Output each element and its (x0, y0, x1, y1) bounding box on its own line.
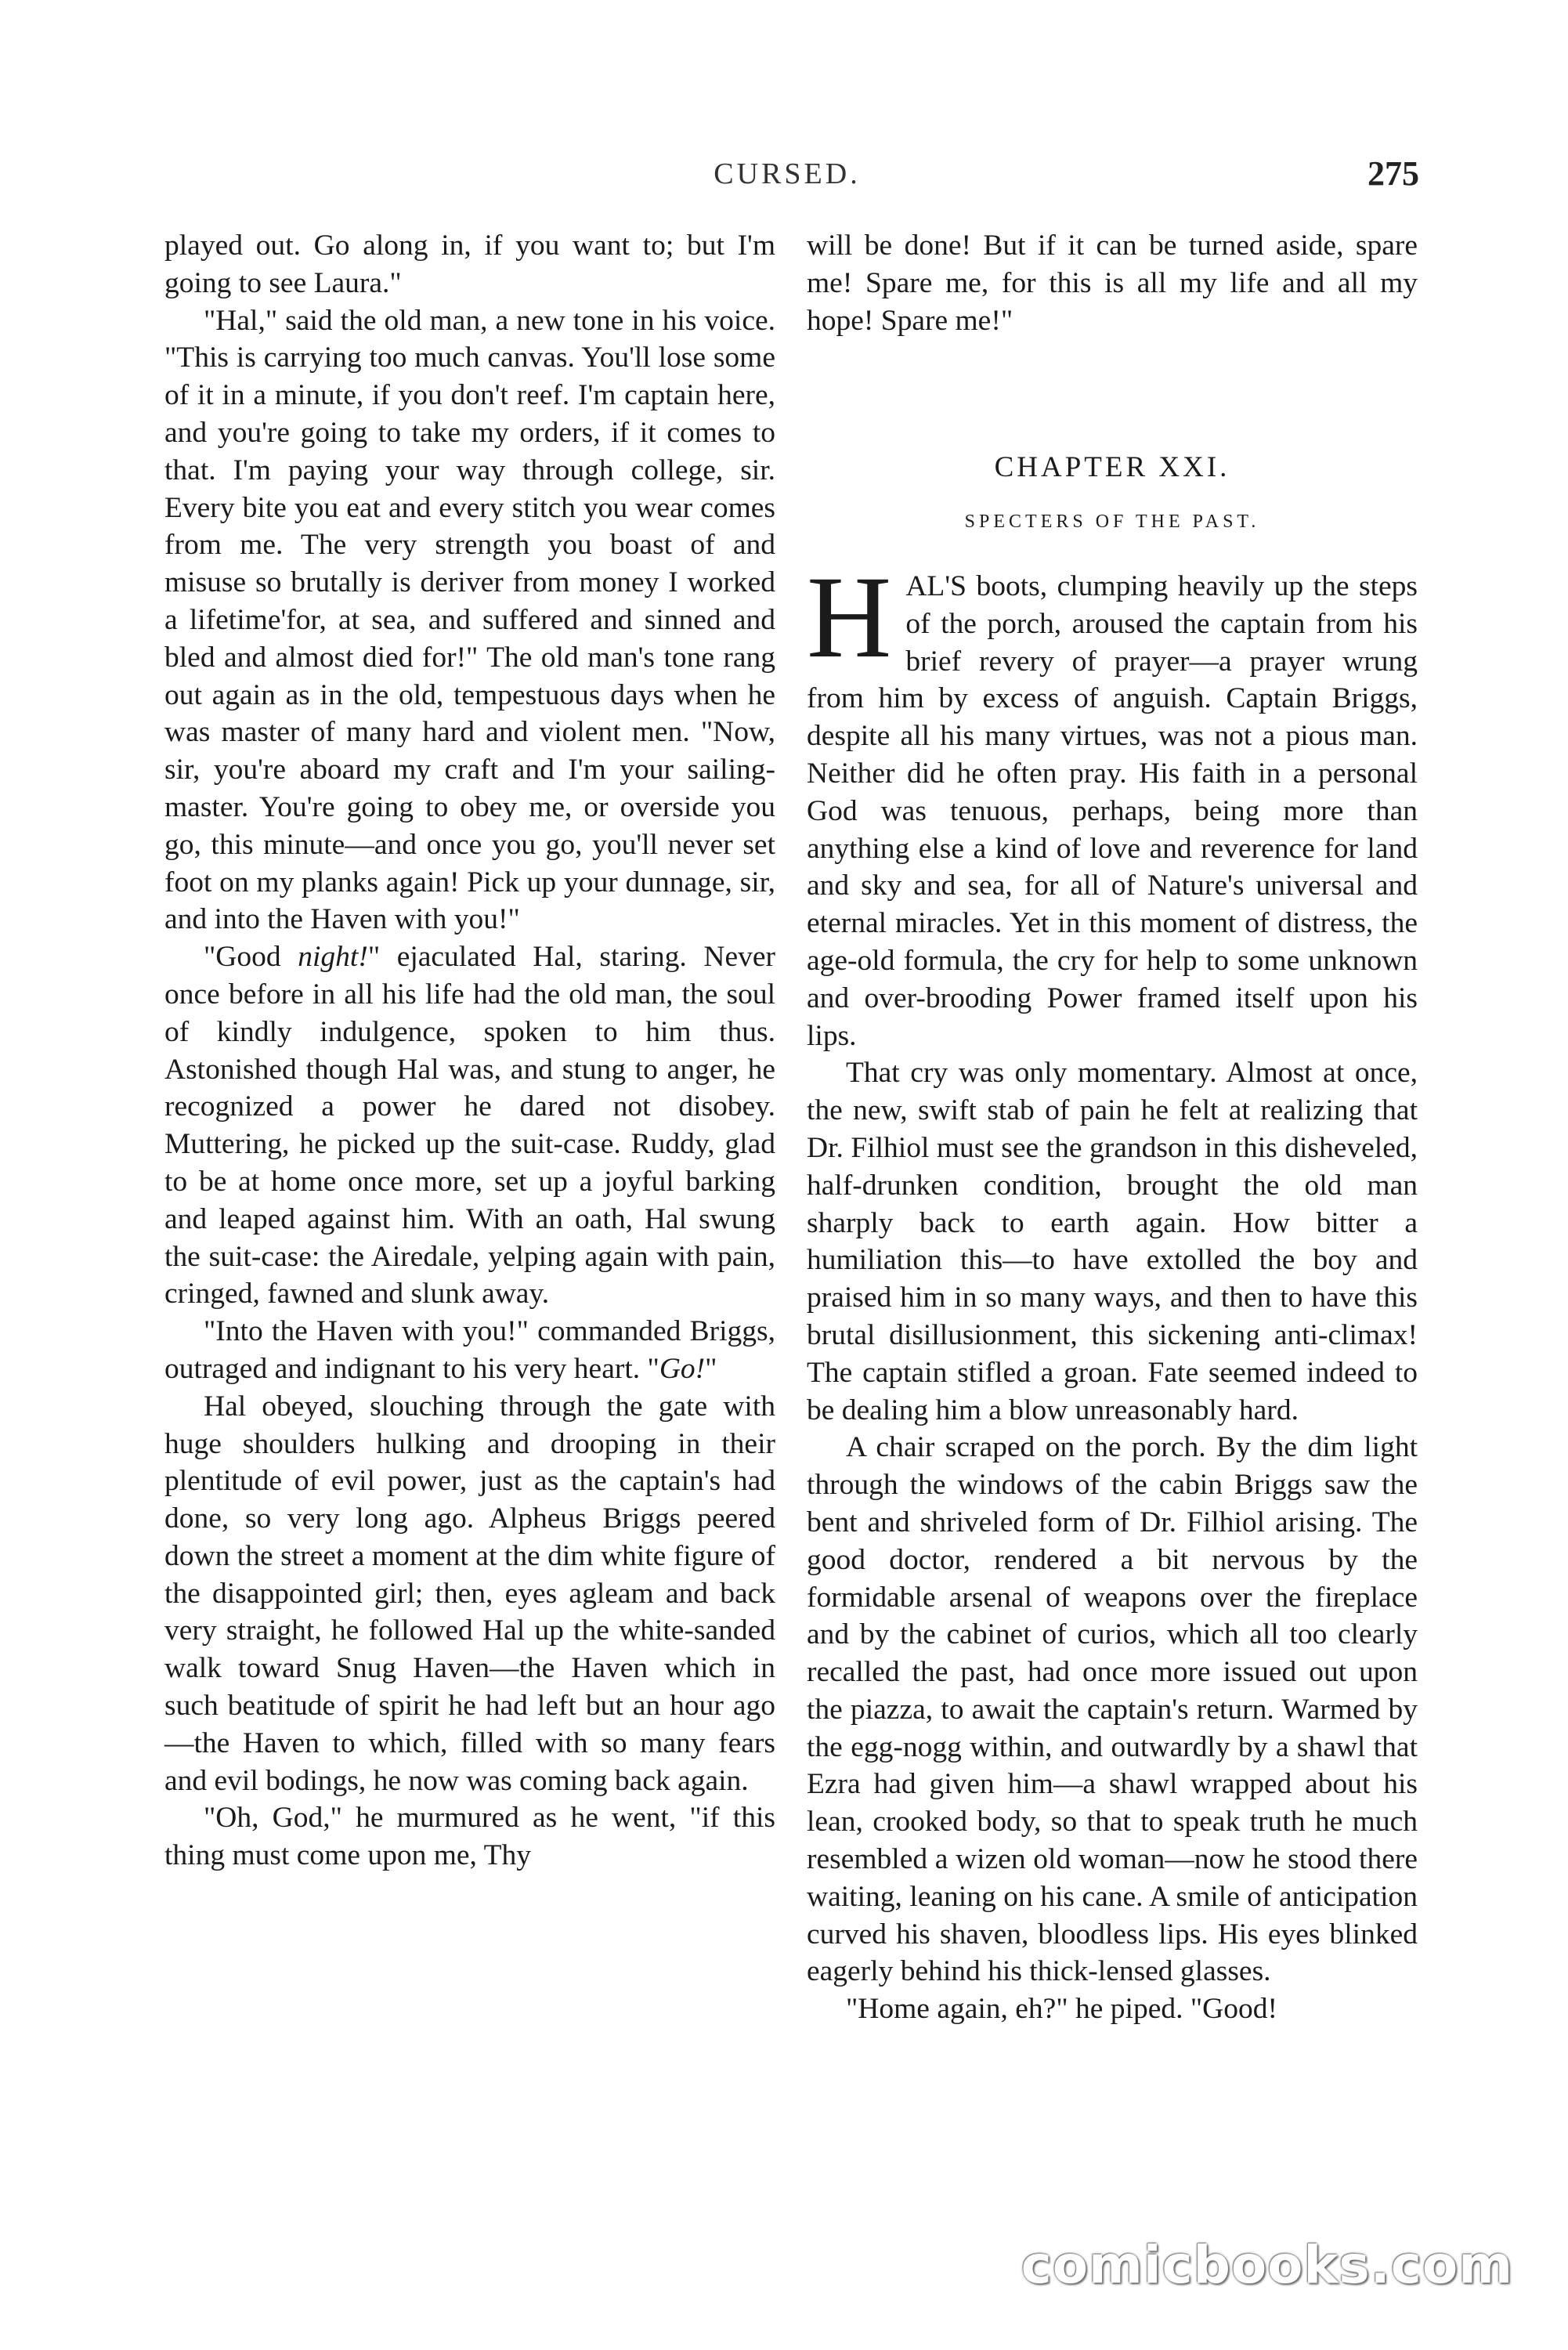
emphasis: Go! (659, 1352, 706, 1385)
paragraph: played out. Go along in, if you want to; but I'm going to see Laura." (164, 230, 775, 299)
text-run: " (705, 1352, 717, 1385)
paragraph: A chair scraped on the porch. By the dim light through the windows of the cabin Briggs saw the bent and shriveled form of Dr. Filhiol arising. The good doctor, rendered a bit nervous by the formidable arsenal of weapons over the fireplace and by the cabinet of curios, which all too clearly recalled the past, had once more issued out upon the piazza, to await the captain's return. Warmed by the egg-nogg within, and outwardly by a shawl that Ezra had given him—a shawl wrapped about his lean, crooked body, so that to speak truth he much resembled a wizen old woman—now he stood there waiting, leaning on his cane. A smile of anticipation curved his shaven, bloodless lips. His eyes blinked eagerly behind his thick-lensed glasses. (807, 1431, 1418, 1988)
text-run: "Good (204, 941, 298, 974)
paragraph (807, 551, 1418, 1054)
emphasis: night! (298, 941, 368, 974)
chapter-title: CHAPTER XXI. (994, 451, 1230, 484)
watermark-logo: comicbooks.com (1021, 2235, 1513, 2295)
paragraph: That cry was only momentary. Almost at once, the new, swift stab of pain he felt at realizing that Dr. Filhiol must see the grandson in this disheveled, half-drunken condition, brought the old man sharply back to earth again. How bitter a humiliation this—to have extolled the boy and praised him in so many ways, and then to have this brutal disillusionment, this sickening anti-climax! The captain stifled a groan. Fate seemed indeed to be dealing him a blow unreasonably hard. (807, 1057, 1418, 1426)
text-run: " ejaculated Hal, staring. Never once before in all his life had the old man, the soul of kindly indulgence, spoken to him thus. Astonished though Hal was, and stung to anger, he recognized a power he dared not disobey. Muttering, he picked up the suit-case. Ruddy, glad to be at home once more, set up a joyful barking and leaped against him. With an oath, Hal swung the suit-case: the Airedale, yelping again with pain, cringed, fawned and slunk away. (164, 941, 776, 1311)
paragraph: Hal obeyed, slouching through the gate with huge shoulders hulking and drooping in their plentitude of evil power, just as the captain's had done, so very long ago. Alpheus Briggs peered down the street a moment at the dim white figure of the disappointed girl; then, eyes agleam and back very straight, he followed Hal up the white-sanded walk toward Snug Haven—the Haven which in such beatitude of spirit he had left but an hour ago—the Haven to which, filled with so many fears and evil bodings, he now was coming back again. (164, 1390, 775, 1797)
paragraph: will be done! But if it can be turned aside, spare me! Spare me, for this is all my life and all my hope! Spare me!" (807, 230, 1418, 337)
text-run: "Into the Haven with you!" commanded Briggs, outraged and indignant to his very heart. " (164, 1315, 775, 1385)
paragraph (164, 1313, 775, 1388)
paragraph (164, 938, 775, 1313)
paragraph: "Oh, God," he murmured as he went, "if this thing must come upon me, Thy (164, 1802, 775, 1872)
drop-cap: H (807, 551, 892, 682)
left-column (164, 227, 775, 1875)
page-number: 275 (1367, 154, 1419, 193)
text-run: AL'S boots, clumping heavily up the steps of the porch, aroused the captain from his brief revery of prayer—a prayer wrung from him by excess of anguish. Captain Briggs, despite all his many virtues, was not a pious man. Neither did he often pray. His faith in a personal God was tenuous, perhaps, being more than anything else a kind of love and reverence for land and sky and sea, for all of Nature's universal and eternal miracles. Yet in this moment of distress, the age-old formula, the cry for help to some unknown and over-brooding Power framed itself upon his lips. (807, 569, 1418, 1052)
paragraph: "Hal," said the old man, a new tone in his voice. "This is carrying too much canvas. You'll lose some of it in a minute, if you don't reef. I'm captain here, and you're going to take my orders, if it comes to that. I'm paying your way through college, sir. Every bite you eat and every stitch you wear comes from me. The very strength you boast of and misuse so brutally is deriver from money I worked a lifetime'for, at sea, and suffered and sinned and bled and almost died for!" The old man's tone rang out again as in the old, tempestuous days when he was master of many hard and violent men. "Now, sir, you're aboard my craft and I'm your sailing-master. You're going to obey me, or overside you go, this minute—and once you go, you'll never set foot on my planks again! Pick up your dunnage, sir, and into the Haven with you!" (164, 304, 775, 936)
running-head: CURSED. (714, 157, 861, 190)
right-column (807, 227, 1418, 2028)
paragraph: "Home again, eh?" he piped. "Good! (846, 1993, 1277, 2026)
chapter-subtitle: SPECTERS OF THE PAST. (964, 512, 1260, 533)
